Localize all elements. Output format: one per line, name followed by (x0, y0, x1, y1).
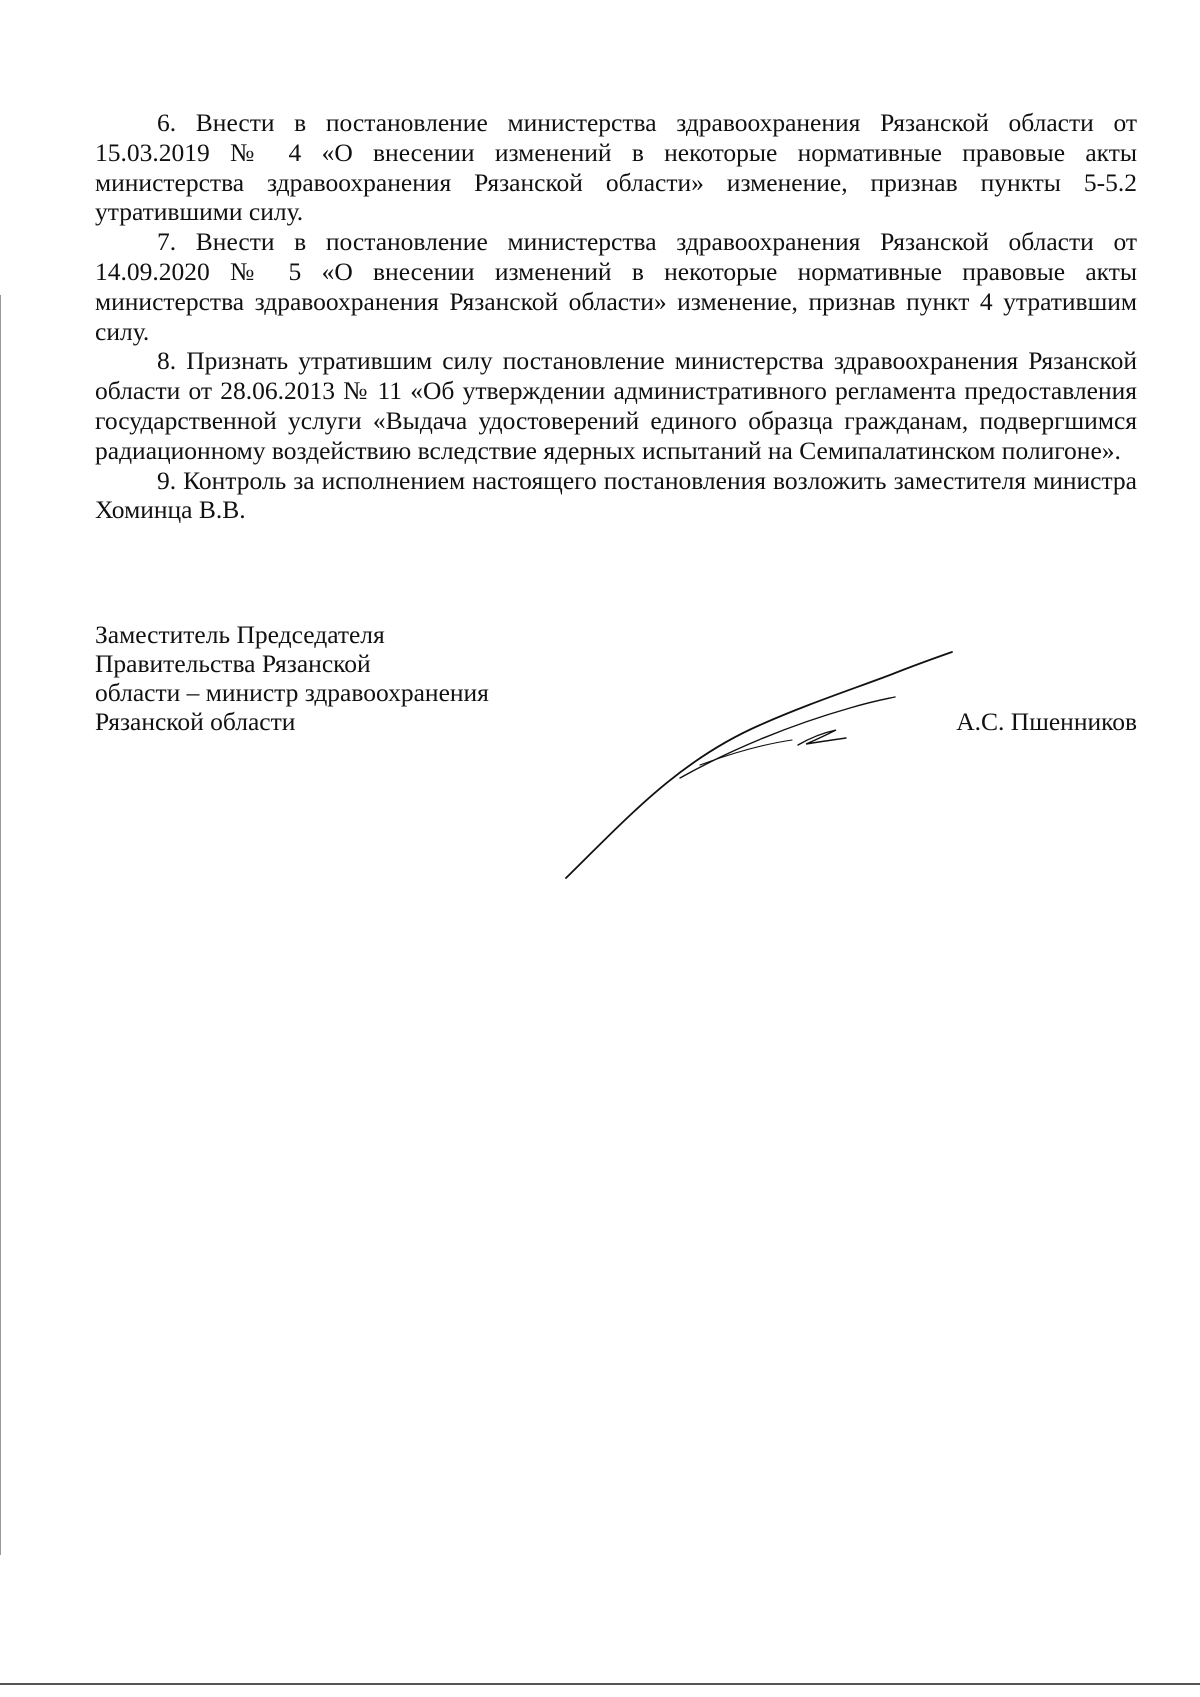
signature-stroke-tail (700, 740, 792, 765)
signer-name: А.С. Пшенников (956, 707, 1137, 736)
signer-position-line-2: Правительства Рязанской (95, 649, 371, 678)
signature-stroke-main (566, 652, 952, 878)
scan-edge-line-bottom (0, 1683, 1200, 1685)
signer-position-line-4: Рязанской области (95, 707, 296, 736)
handwritten-signature (560, 650, 1010, 890)
signer-position (95, 620, 555, 736)
signer-position-line-3: области – министр здравоохранения (95, 678, 489, 707)
signature-stroke-loop (798, 730, 846, 745)
paragraph-8: 8. Признать утратившим силу постановление министерства здравоохранения Рязанской области от 28.06.2013 № 11 «Об утверждении административного регламента предоставления государственной услуги «Выдача удостоверений единого образца гражданам, подвергшимся радиационному воздействию вследствие ядерных испытаний на Семипалатинском полигоне». (95, 346, 1137, 465)
scan-edge-line-left (0, 295, 1, 1555)
paragraph-6: 6. Внести в постановление министерства здравоохранения Рязанской области от 15.03.2019 № 4 «О внесении изменений в некоторые нормативные правовые акты министерства здравоохранения Рязанской области» изменение, признав пункты 5-5.2 утратившими силу. (95, 108, 1137, 227)
paragraph-7: 7. Внести в постановление министерства здравоохранения Рязанской области от 14.09.2020 № 5 «О внесении изменений в некоторые нормативные правовые акты министерства здравоохранения Рязанской области» изменение, признав пункт 4 утратившим силу. (95, 227, 1137, 346)
paragraph-9: 9. Контроль за исполнением настоящего постановления возложить заместителя министра Хоминца В.В. (95, 465, 1137, 525)
signer-position-line-1: Заместитель Председателя (95, 620, 385, 649)
signature-stroke-upper (680, 697, 895, 778)
document-body (95, 108, 1137, 525)
